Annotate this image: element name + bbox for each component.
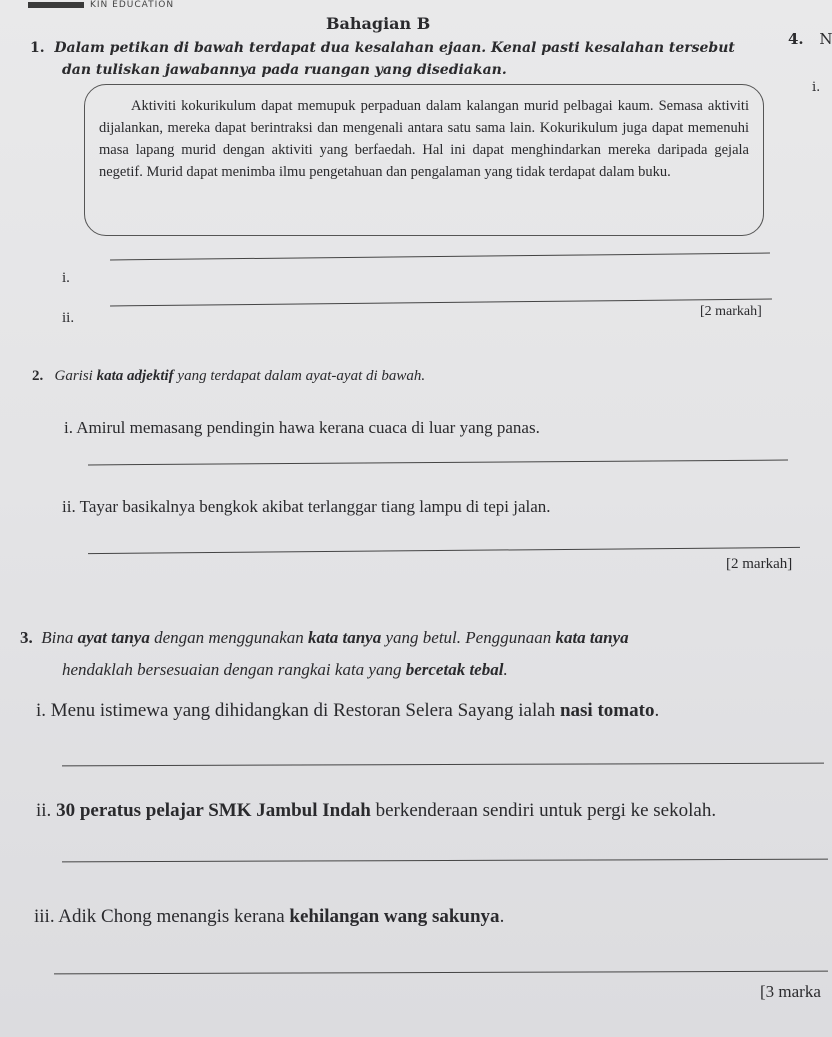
q3-instruction-line2: hendaklah bersesuaian dengan rangkai kata yang bercetak tebal. bbox=[62, 660, 508, 679]
q3-marks: [3 marka bbox=[760, 982, 821, 1001]
q2-answer-line-i[interactable] bbox=[88, 460, 788, 466]
q1-answer-label-ii: ii. bbox=[62, 310, 75, 326]
q3-answer-line-iii[interactable] bbox=[54, 971, 828, 975]
q3-item-i: i. Menu istimewa yang dihidangkan di Restoran Selera Sayang ialah nasi tomato. bbox=[36, 700, 660, 721]
q3-answer-line-ii[interactable] bbox=[62, 859, 828, 863]
q3-item-ii: ii. 30 peratus pelajar SMK Jambul Indah berkenderaan sendiri untuk pergi ke sekolah. bbox=[36, 800, 717, 821]
adjacent-question-number: 4. N bbox=[788, 30, 832, 48]
q2-item-ii: ii. Tayar basikalnya bengkok akibat terlanggar tiang lampu di tepi jalan. bbox=[62, 497, 551, 516]
q1-answer-line-i[interactable] bbox=[110, 253, 770, 261]
section-title: Bahagian B bbox=[326, 14, 431, 33]
q1-answer-label-i: i. bbox=[62, 270, 70, 286]
q2-answer-line-ii[interactable] bbox=[88, 547, 800, 554]
q1-instruction: 1. Dalam petikan di bawah terdapat dua kesalahan ejaan. Kenal pasti kesalahan tersebut bbox=[30, 40, 735, 56]
q2-instruction: 2. Garisi kata adjektif yang terdapat dalam ayat-ayat di bawah. bbox=[32, 368, 426, 384]
q2-item-i: i. Amirul memasang pendingin hawa kerana cuaca di luar yang panas. bbox=[64, 418, 540, 437]
adjacent-item-label: i. bbox=[812, 80, 821, 95]
q1-answer-line-ii[interactable] bbox=[110, 299, 772, 307]
q3-answer-line-i[interactable] bbox=[62, 763, 824, 767]
publisher-logo: KIN EDUCATION bbox=[28, 0, 174, 10]
q3-item-iii: iii. Adik Chong menangis kerana kehilangan wang sakunya. bbox=[34, 906, 505, 927]
q3-instruction: 3. Bina ayat tanya dengan menggunakan kata tanya yang betul. Penggunaan kata tanya bbox=[20, 628, 629, 647]
q2-marks: [2 markah] bbox=[726, 556, 793, 572]
q1-passage-text: Aktiviti kokurikulum dapat memupuk perpaduan dalam kalangan murid pelbagai kaum. Semasa aktiviti dijalankan, mereka dapat berintraksi dan mengenali antara satu sama lain. Kokurikulum juga dapat memenuhi masa lapang murid dengan aktiviti yang berfaedah. Hal ini dapat menghindarkan mereka daripada gejala negetif. Murid dapat menimba ilmu pengetahuan dan pengalaman yang tidak terdapat dalam buku. bbox=[99, 98, 749, 180]
q1-marks: [2 markah] bbox=[700, 304, 762, 319]
q1-instruction-line2: dan tuliskan jawabannya pada ruangan yang disediakan. bbox=[62, 62, 507, 78]
q1-passage-box bbox=[84, 84, 764, 236]
